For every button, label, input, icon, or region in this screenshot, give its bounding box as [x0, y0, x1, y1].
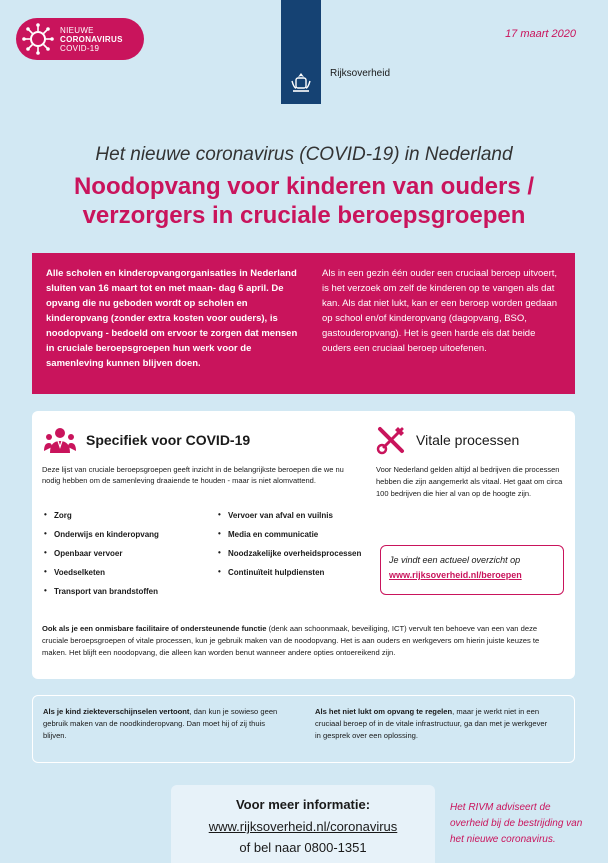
badge-text — [60, 26, 123, 53]
list-item: • Voedselketen — [44, 568, 159, 587]
conditions-panel — [32, 695, 575, 763]
virus-icon — [22, 23, 54, 55]
tip-text: Je vindt een actueel overzicht op — [389, 555, 521, 565]
intro-panel — [32, 253, 575, 394]
coronavirus-badge — [16, 18, 144, 60]
intro-right-text: Als in een gezin één ouder een cruciaal beroep uitvoert, is het verzoek om zelf de kinderen op te vangen als dat kan. Als dat niet lukt, kan er een beroep worden gedaan op school en/of kinderopvang (dagopvang, BSO, gastouderopvang). Het is geen harde eis dat beide ouders een cruciaal beroep uitoefenen. — [322, 268, 558, 354]
list-item: • Zorg — [44, 511, 159, 530]
government-name: Rijksoverheid — [330, 68, 391, 79]
phone-number: of bel naar 0800-1351 — [239, 840, 367, 855]
no-care-note — [315, 706, 555, 752]
profession-list-b — [218, 511, 361, 587]
sick-child-note — [43, 706, 283, 752]
list-item: • Noodzakelijke overheidsprocessen — [218, 549, 361, 568]
profession-list-a — [44, 511, 159, 606]
specifiek-intro: Deze lijst van cruciale beroepsgroepen geeft inzicht in de belangrijkste beroepen die we nu nodig hebben om de samenleving draaiende te houden - maar is niet alomvattend. — [42, 465, 344, 485]
list-item: • Vervoer van afval en vuilnis — [218, 511, 361, 530]
page-subtitle: Het nieuwe coronavirus (COVID-19) in Nederland — [95, 144, 513, 165]
title-line-1: Noodopvang voor kinderen van ouders / — [73, 173, 535, 200]
coat-of-arms-icon — [288, 70, 314, 96]
no-care-rest: , maar je werkt niet in een cruciaal beroep of in de vitale infrastructuur, ga dan met je werkgever in gesprek over een oplossing. — [315, 707, 548, 740]
government-logo-bar — [281, 0, 321, 104]
list-item: • Onderwijs en kinderopvang — [44, 530, 159, 549]
sick-note-bold: Als je kind ziekteverschijnselen vertoont — [43, 707, 190, 716]
support-functions-paragraph — [42, 623, 562, 659]
more-info-heading: Voor meer informatie: — [235, 797, 371, 812]
list-item: • Openbaar vervoer — [44, 549, 159, 568]
tools-icon — [376, 425, 406, 455]
list-item: • Media en communicatie — [218, 530, 361, 549]
list-item: • Continuïteit hulpdiensten — [218, 568, 361, 587]
page-title — [30, 172, 578, 230]
vitaal-heading — [376, 425, 519, 455]
professions-panel — [32, 411, 575, 679]
overview-tip-box — [380, 545, 564, 595]
paragraph-bold: Ook als je een onmisbare facilitaire of ondersteunende functie — [42, 624, 267, 633]
publication-date: 17 maart 2020 — [505, 28, 576, 40]
list-item: • Transport van brandstoffen — [44, 587, 159, 606]
intro-left-text: Alle scholen en kinderopvangorganisaties in Nederland sluiten van 16 maart tot en met maan- dag 6 april. De opvang die nu geboden wordt op scholen en kinderopvang (zonder extra kosten voor ouders), is noodopvang - bedoeld om ervoor te zorgen dat mensen in cruciale beroepsgroepen hun werk voor de samenleving kunnen blijven doen. — [46, 268, 298, 369]
paragraph-rest: (denk aan schoonmaak, beveiliging, ICT) vervult ten behoeve van een van deze cruciale beroepsgroepen of vitale processen, kun je gebruik maken van de noodopvang. Het is aan ouders en werkgevers om hierin juiste keuzes te maken. Het blijft een noodopvang, die alleen kan worden benut wanneer andere opties ontoereikend zijn. — [42, 624, 540, 657]
specifiek-heading — [44, 425, 250, 455]
vitaal-label: Vitale processen — [416, 432, 520, 448]
badge-line-3: COVID-19 — [60, 43, 100, 53]
vitaal-intro: Voor Nederland gelden altijd al bedrijven die processen hebben die zijn aangemerkt als vitaal. Het gaat om circa 100 bedrijven die hier al van op de hoogte zijn. — [376, 465, 563, 498]
coronavirus-link[interactable]: www.rijksoverheid.nl/coronavirus — [208, 819, 398, 834]
specifiek-label: Specifiek voor COVID-19 — [86, 432, 251, 448]
beroepen-link[interactable]: www.rijksoverheid.nl/beroepen — [389, 570, 522, 580]
badge-line-2: CORONAVIRUS — [60, 34, 123, 44]
no-care-bold: Als het niet lukt om opvang te regelen — [315, 707, 453, 716]
rivm-note: Het RIVM adviseert de overheid bij de bestrijding van het nieuwe coronavirus. — [450, 802, 583, 845]
more-info-box — [171, 785, 435, 863]
people-icon — [44, 425, 76, 455]
sick-note-rest: , dan kun je sowieso geen gebruik maken van de noodkinderopvang. Dan moet hij of zij thuis blijven. — [43, 707, 278, 740]
badge-line-1: NIEUWE — [60, 25, 94, 35]
title-line-2: verzorgers in cruciale beroepsgroepen — [82, 202, 526, 229]
